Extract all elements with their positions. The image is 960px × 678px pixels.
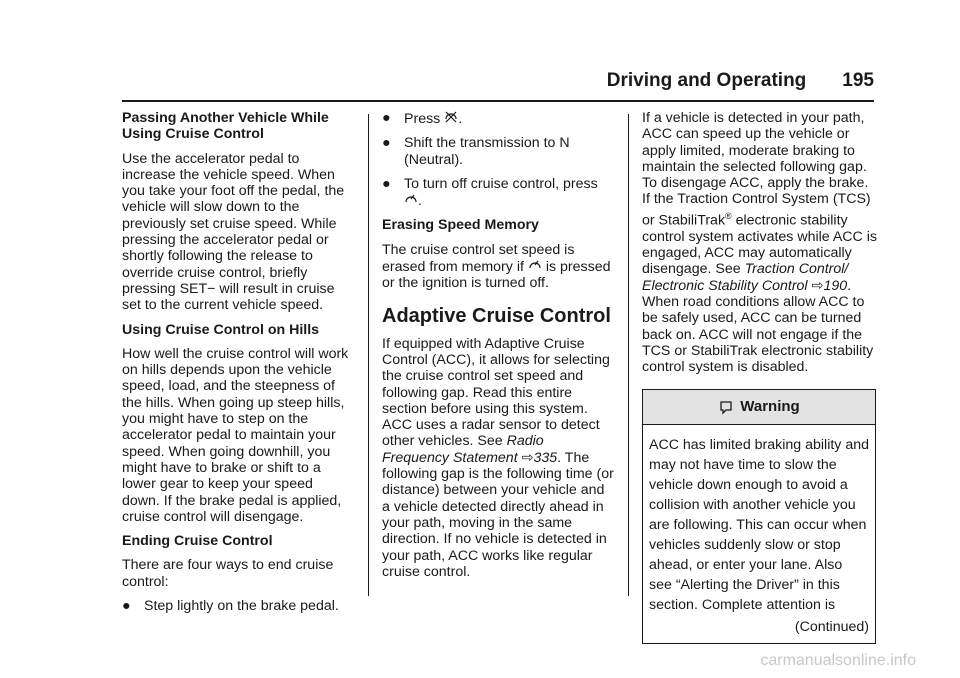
bullet-mark: ● [382,175,391,192]
warning-title: Warning [740,398,800,416]
acc-text-a: If equipped with Adaptive Cruise Control (ACC), it allows for selecting the cruise control set speed and following gap. Read this entire section before using this system. ACC uses a radar sensor to detect other vehicles. See [382,335,610,450]
page-header [607,70,874,92]
column-divider [628,114,629,596]
header-rule [122,100,874,102]
passing-heading: Passing Another Vehicle While Using Cruise Control [122,110,329,143]
erasing-text-b: is pressed or the ignition is turned off. [382,259,611,292]
hills-text: How well the cruise control will work on hills depends upon the vehicle speed, load, and the steepness of the hills. When going up steep hills, you might have to step on the accelerator pedal to maintain your speed. When going downhill, you might have to brake or shift to a lower gear to keep your speed down. If the brake pedal is applied, cruise control will disengage. [122,345,349,525]
hills-heading: Using Cruise Control on Hills [122,321,320,338]
warning-box [642,389,876,644]
registered-mark: ® [725,210,732,221]
page-number: 195 [842,70,874,91]
watermark: carmanualsonline.info [760,652,916,669]
bullet-text: Press [404,111,441,127]
erasing-text [382,242,614,292]
tcs-ref-link[interactable]: Traction Control/ Electronic Stability Control [642,261,849,294]
cruise-control-icon [528,258,542,272]
ending-heading: Ending Cruise Control [122,533,273,550]
warning-body [643,425,875,643]
ending-text: There are four ways to end cruise control: [122,557,334,590]
col3-text-b: electronic stability control system activates while ACC is engaged, ACC may automatically disengage. See [642,212,877,278]
passing-text: Use the accelerator pedal to increase the vehicle speed. When you take your foot off the pedal, the vehicle will slow down to the previously set cruise speed. While pressing the accelerator pedal or shortly following the release to override cruise control, briefly pressing SET− will result in cruise set to the current vehicle speed. [122,150,345,314]
bullet-text: To turn off cruise control, press [404,175,598,192]
bullet-mark: ● [122,598,131,615]
continued-label: (Continued) [794,619,869,636]
tcs-ref-page[interactable]: 190 [823,277,848,294]
list-item [382,135,614,168]
column-1 [122,110,354,622]
column-3 [642,110,878,644]
bullet-mark: ● [382,110,391,126]
bullet-text: Shift the transmission to N (Neutral). [404,135,570,168]
list-item [122,598,354,614]
col3-text-a: If a vehicle is detected in your path, ACC can speed up the vehicle or apply limited, moderate braking to maintain the selected following gap. To disengage ACC, apply the brake. If the Traction Control System (TCS) or StabiliTrak [642,110,871,229]
erasing-heading: Erasing Speed Memory [382,217,539,234]
bullet-mark: ● [382,135,391,152]
ref-arrow-icon: ⇨ [521,449,534,466]
section-title: Driving and Operating [606,70,807,91]
cancel-cruise-icon [444,110,458,124]
list-item [382,176,614,210]
bullet-text-end: . [418,193,422,210]
warning-header [643,390,875,425]
acc-heading: Adaptive Cruise Control [382,304,611,327]
acc-ref-link[interactable]: Radio Frequency Statement [382,433,544,466]
bullet-text: Step lightly on the brake pedal. [144,598,339,615]
column-divider [368,114,369,596]
acc-ref-page[interactable]: 335 [533,449,558,466]
acc-text [382,336,614,580]
erasing-text-a: The cruise control set speed is erased from memory if [382,241,575,276]
acc-continued-text [642,110,878,375]
bullet-text-end: . [458,111,463,127]
column-2 [382,110,614,588]
warning-icon [718,399,734,415]
col3-text-c: . When road conditions allow ACC to be safely used, ACC can be turned back on. ACC will not engage if the TCS or StabiliTrak electronic stability control system is disabled. [642,277,874,376]
cruise-control-icon [404,192,418,206]
ref-arrow-icon: ⇨ [811,277,824,294]
warning-text: ACC has limited braking ability and may not have time to slow the vehicle down enough to avoid a collision with another vehicle you are following. This can occur when vehicles suddenly slow or stop ahead, or enter your lane. Also see “Alerting the Driver” in this section. Complete attention is [649,437,870,614]
acc-text-b: . The following gap is the following time (or distance) between your vehicle and a vehicle detected directly ahead in your path, moving in the same direction. If no vehicle is detected in your path, ACC works like regular cruise control. [382,449,614,580]
list-item [382,110,614,127]
